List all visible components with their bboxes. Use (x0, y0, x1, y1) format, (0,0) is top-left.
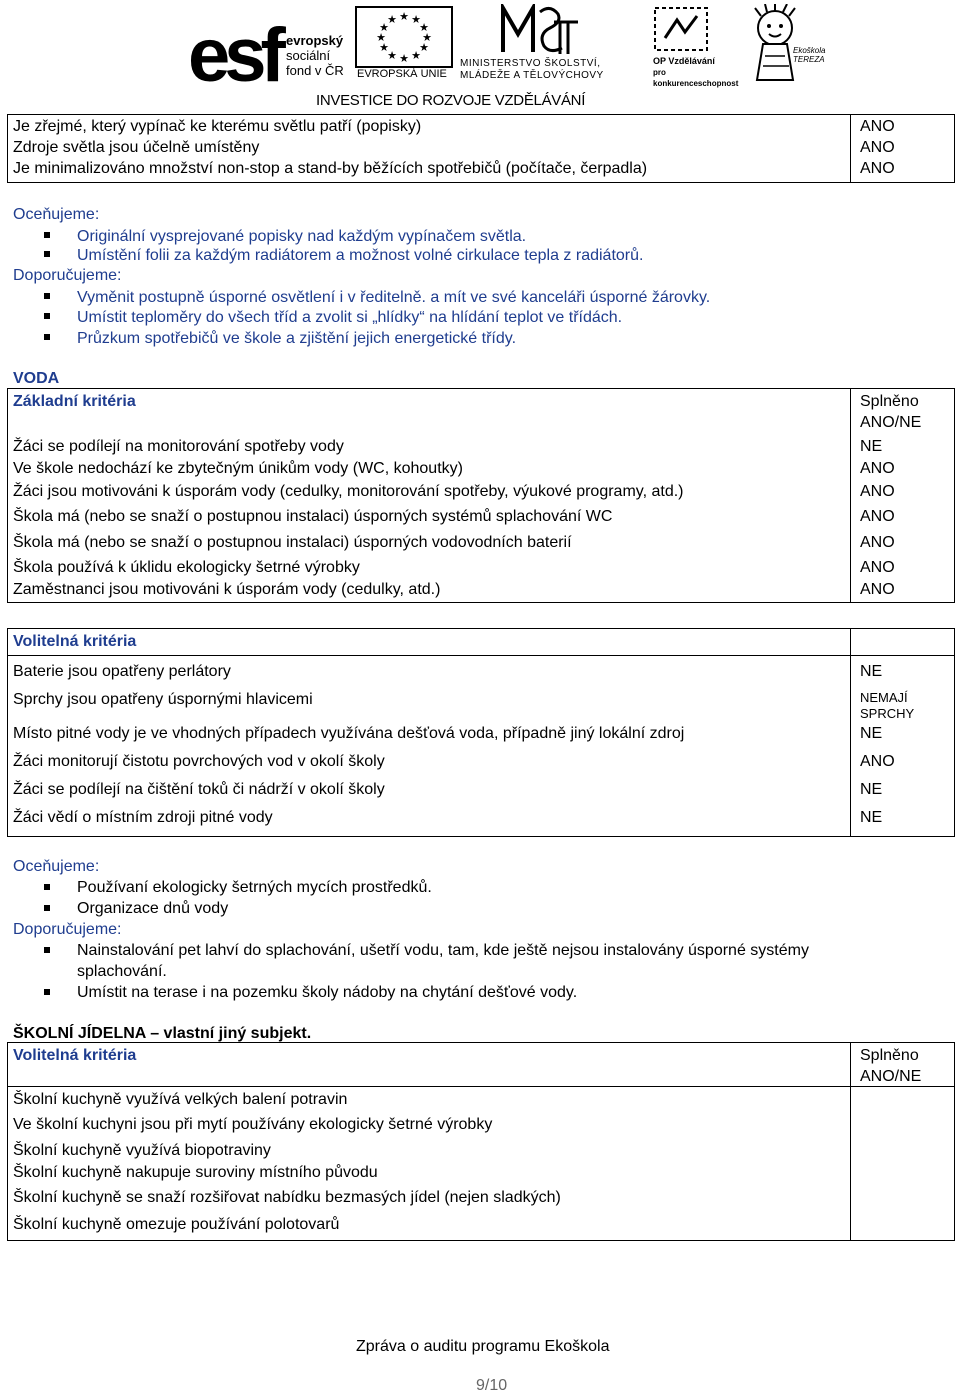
note-item-continued: splachování. (77, 963, 167, 980)
bullet-icon (44, 293, 50, 299)
voda-opt-row-text: Žáci monitorují čistotu povrchových vod v okolí školy (13, 753, 385, 770)
esf-line-1: evropský (286, 33, 344, 48)
energy-row-value: ANO (860, 139, 895, 156)
eu-label: EVROPSKÁ UNIE (357, 68, 447, 80)
col-sub: ANO/NE (860, 414, 922, 431)
jidelna-heading: ŠKOLNÍ JÍDELNA – vlastní jiný subjekt. (13, 1025, 312, 1042)
voda-opt-row-text: Baterie jsou opatřeny perlátory (13, 663, 231, 680)
voda-row-text: Škola používá k úklidu ekologicky šetrné výrobky (13, 559, 360, 576)
ocenujeme-label: Oceňujeme: (13, 206, 100, 223)
col-sub: ANO/NE (860, 1068, 922, 1085)
voda-row-value: NE (860, 438, 883, 455)
svg-text:★: ★ (399, 10, 409, 23)
bullet-icon (44, 884, 50, 890)
voda-row-text: Žáci se podílejí na monitorování spotřeby vody (13, 438, 344, 455)
jidelna-row-text: Ve školní kuchyni jsou při mytí používány ekologicky šetrné výrobky (13, 1116, 493, 1133)
voda-row-text: Zaměstnanci jsou motivováni k úsporám vody (cedulky, atd.) (13, 581, 441, 598)
svg-text:★: ★ (419, 21, 429, 34)
msmt-logo (458, 4, 628, 84)
eko-text: Ekoškola TEREZA (793, 46, 826, 64)
voda-opt-row-text: Žáci se podílejí na čištění toků či nádrží v okolí školy (13, 781, 385, 798)
doporucujeme-label: Doporučujeme: (13, 921, 122, 938)
voda-row-text: Ve škole nedochází ke zbytečným únikům vody (WC, kohoutky) (13, 460, 463, 477)
voda-opt-row-value: NE (860, 663, 883, 680)
op-line-1: OP Vzdělávání (653, 56, 715, 66)
note-item: Umístění folii za každým radiátorem a možnost volné cirkulace tepla z radiátorů. (77, 247, 644, 264)
svg-text:★: ★ (387, 49, 397, 62)
svg-text:★: ★ (419, 41, 429, 54)
jidelna-row-text: Školní kuchyně využívá velkých balení potravin (13, 1091, 348, 1108)
note-item: Používaní ekologicky šetrných mycích prostředků. (77, 879, 432, 896)
voda-row-value: ANO (860, 508, 895, 525)
page-number: 9/10 (476, 1377, 508, 1394)
voda-opt-row-value: NE (860, 725, 883, 742)
note-item: Umístit na terase i na pozemku školy nádoby na chytání dešťové vody. (77, 984, 578, 1001)
voda-row-value: ANO (860, 559, 895, 576)
energy-row-text: Je minimalizováno množství non-stop a stand-by běžících spotřebičů (počítače, čerpadla) (13, 160, 648, 177)
voda-opt-row-value: NE (860, 781, 883, 798)
note-item: Nainstalování pet lahví do splachování, ušetří vodu, tam, kde ještě nejsou instalovány úsporné systémy (77, 942, 809, 959)
esf-logo (188, 5, 358, 87)
voda-row-text: Škola má (nebo se snaží o postupnou instalaci) úsporných systémů splachování WC (13, 508, 613, 525)
jidelna-row-text: Školní kuchyně se snaží rozšiřovat nabídku bezmasých jídel (nejen sladkých) (13, 1189, 561, 1206)
note-item: Průzkum spotřebičů ve škole a zjištění jejich energetické třídy. (77, 330, 517, 347)
svg-text:★: ★ (387, 13, 397, 26)
energy-row-text: Zdroje světla jsou účelně umístěny (13, 139, 260, 156)
voda-row-value: ANO (860, 460, 895, 477)
energy-row-text: Je zřejmé, který vypínač ke kterému světlu patří (popisky) (13, 118, 422, 135)
jidelna-row-text: Školní kuchyně omezuje používání polotovarů (13, 1216, 340, 1233)
note-item: Umístit teploměry do všech tříd a zvolit si „hlídky“ na hlídání teplot ve třídách. (77, 309, 623, 326)
voda-row-value: ANO (860, 534, 895, 551)
voda-opt-row-value: ANO (860, 753, 895, 770)
jidelna-optional-title: Volitelná kritéria (13, 1047, 137, 1064)
esf-line-3: fond v ČR (286, 63, 344, 78)
energy-row-value: ANO (860, 118, 895, 135)
voda-optional-title: Volitelná kritéria (13, 633, 137, 650)
svg-text:★: ★ (411, 13, 421, 26)
header-tagline: INVESTICE DO ROZVOJE VZDĚLÁVÁNÍ (316, 92, 586, 109)
msmt-line-2: MLÁDEŽE A TĚLOVÝCHOVY (460, 70, 604, 81)
col-title: Splněno (860, 393, 919, 410)
voda-row-value: ANO (860, 581, 895, 598)
col-title: Splněno (860, 1047, 919, 1064)
voda-opt-row-value: NEMAJÍ SPRCHY (860, 690, 915, 721)
bullet-icon (44, 232, 50, 238)
voda-opt-row-text: Žáci vědí o místním zdroji pitné vody (13, 809, 273, 826)
svg-text:★: ★ (379, 21, 389, 34)
bullet-icon (44, 251, 50, 257)
ekoskola-tereza-logo (745, 4, 826, 86)
svg-text:★: ★ (379, 41, 389, 54)
op-line-2: pro konkurenceschopnost (653, 68, 739, 88)
svg-text:★: ★ (399, 52, 409, 65)
esf-line-2: sociální (286, 48, 331, 63)
bullet-icon (44, 334, 50, 340)
ocenujeme-label: Oceňujeme: (13, 858, 100, 875)
voda-heading: VODA (13, 370, 60, 387)
note-item: Originální vysprejované popisky nad každým vypínačem světla. (77, 228, 527, 245)
svg-text:★: ★ (376, 31, 386, 44)
jidelna-row-text: Školní kuchyně využívá biopotraviny (13, 1142, 271, 1159)
voda-opt-row-value: NE (860, 809, 883, 826)
bullet-icon (44, 989, 50, 995)
bullet-icon (44, 905, 50, 911)
op-vk-logo (651, 6, 741, 88)
voda-row-text: Žáci jsou motivováni k úsporám vody (cedulky, monitorování spotřeby, výukové programy, atd.) (13, 483, 684, 500)
voda-row-text: Škola má (nebo se snaží o postupnou instalaci) úsporných vodovodních baterií (13, 534, 572, 551)
voda-opt-row-text: Sprchy jsou opatřeny úspornými hlavicemi (13, 691, 313, 708)
doporucujeme-label: Doporučujeme: (13, 267, 122, 284)
bullet-icon (44, 947, 50, 953)
svg-text:★: ★ (422, 31, 432, 44)
eu-flag-logo (355, 6, 453, 82)
svg-text:esf: esf (188, 13, 280, 87)
voda-row-value: ANO (860, 483, 895, 500)
bullet-icon (44, 313, 50, 319)
jidelna-row-text: Školní kuchyně nakupuje suroviny místního původu (13, 1164, 378, 1181)
note-item: Vyměnit postupně úsporné osvětlení i v ředitelně. a mít ve své kanceláři úsporné žárovky. (77, 289, 711, 306)
voda-opt-row-text: Místo pitné vody je ve vhodných případech využívána dešťová voda, případně jiný lokální zdroj (13, 725, 685, 742)
note-item: Organizace dnů vody (77, 900, 229, 917)
energy-row-value: ANO (860, 160, 895, 177)
msmt-line-1: MINISTERSTVO ŠKOLSTVÍ, (460, 58, 601, 69)
svg-text:★: ★ (411, 49, 421, 62)
voda-basic-title: Základní kritéria (13, 393, 136, 410)
footer-report: Zpráva o auditu programu Ekoškola (356, 1338, 610, 1355)
